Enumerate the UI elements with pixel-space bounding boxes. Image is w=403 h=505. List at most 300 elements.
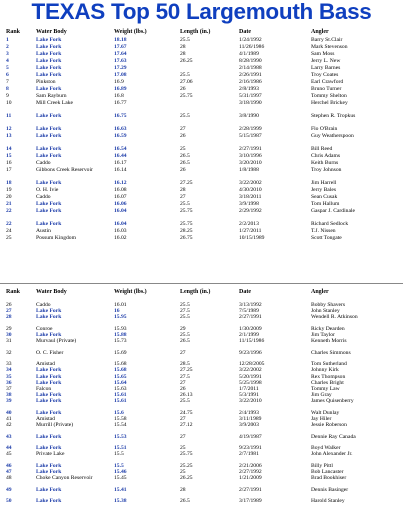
- rank-cell: 22: [6, 221, 12, 227]
- water-body-cell: Lake Fork: [36, 462, 62, 469]
- weight-cell: 15.95: [114, 314, 127, 321]
- length-cell: 27.5: [180, 308, 190, 315]
- date-cell: 3/9/2003: [239, 422, 259, 429]
- date-cell: 1/27/2011: [239, 228, 262, 234]
- weight-cell: 16.77: [114, 100, 127, 106]
- length-cell: 27.25: [180, 367, 193, 374]
- water-body-cell: Lake Fork: [36, 469, 62, 476]
- date-cell: 4/30/2010: [239, 187, 262, 193]
- rank-cell: 7: [6, 79, 9, 85]
- angler-cell: Barry St.Clair: [311, 37, 343, 43]
- weight-cell: 17.29: [114, 65, 127, 71]
- date-cell: 2/28/1999: [239, 126, 262, 132]
- water-body-cell: Lake Fork: [36, 208, 62, 214]
- length-cell: 25.5: [180, 398, 190, 405]
- page-title: TEXAS Top 50 Largemouth Bass: [31, 0, 372, 24]
- angler-cell: Herchel Brickey: [311, 100, 348, 106]
- weight-cell: 15.68: [114, 367, 127, 374]
- water-body-cell: Caddo: [36, 160, 51, 166]
- angler-cell: Tom Sutherland: [311, 361, 347, 368]
- rank-cell: 41: [6, 416, 12, 423]
- angler-cell: Guy Weatherspoon: [311, 133, 354, 139]
- rank-cell: 50: [6, 498, 12, 505]
- table-body: [0, 302, 403, 505]
- date-cell: 1/7/2011: [239, 386, 259, 392]
- table-row: [0, 434, 403, 446]
- weight-cell: 17.67: [114, 44, 127, 50]
- water-body-cell: Murvaul (Private): [36, 338, 77, 345]
- table-row: [0, 228, 403, 235]
- rank-cell: 21: [6, 201, 12, 207]
- angler-cell: Richard Sedlock: [311, 221, 349, 227]
- angler-cell: Jerry Bales: [311, 187, 337, 193]
- rank-cell: 45: [6, 451, 12, 458]
- angler-cell: Flo O'Brain: [311, 126, 338, 132]
- table-row: [0, 498, 403, 504]
- date-cell: 11/15/1986: [239, 338, 265, 345]
- length-cell: 27: [180, 433, 186, 440]
- water-body-cell: Lake Fork: [36, 133, 62, 139]
- rank-cell: 1: [6, 37, 9, 43]
- length-cell: 27.5: [180, 373, 190, 380]
- weight-cell: 15.58: [114, 416, 127, 423]
- water-body-cell: Lake Fork: [36, 332, 62, 339]
- length-cell: 25.5: [180, 201, 190, 207]
- length-cell: 25: [180, 445, 186, 452]
- angler-cell: Earl Crawford: [311, 79, 344, 85]
- date-cell: 2/1/1999: [239, 332, 259, 339]
- water-body-cell: Lake Fork: [36, 126, 62, 132]
- length-cell: 25.5: [180, 113, 190, 119]
- angler-cell: Boyd Walker: [311, 445, 341, 452]
- length-cell: 28: [180, 187, 186, 193]
- length-cell: 26: [180, 133, 186, 139]
- rank-cell: 47: [6, 469, 12, 476]
- date-cell: 5/31/1997: [239, 93, 262, 99]
- water-body-cell: Lake Fork: [36, 72, 62, 78]
- col-header-weight: Weight (lbs.): [114, 289, 147, 295]
- rank-cell: 4: [6, 58, 9, 64]
- water-body-cell: Lake Fork: [36, 367, 62, 374]
- table-row: [0, 167, 403, 180]
- water-body-cell: Lake Fork: [36, 433, 62, 440]
- length-cell: 25.75: [180, 221, 193, 227]
- length-cell: 26.75: [180, 235, 193, 241]
- rank-cell: 15: [6, 153, 12, 159]
- length-cell: 28.5: [180, 361, 190, 368]
- water-body-cell: Pinkston: [36, 79, 56, 85]
- water-body-cell: Lake Fork: [36, 486, 62, 493]
- rank-cell: 39: [6, 398, 12, 405]
- water-body-cell: Lake Fork: [36, 51, 62, 57]
- table-row: [0, 180, 403, 187]
- rank-cell: 35: [6, 373, 12, 380]
- rank-cell: 32: [6, 349, 12, 356]
- length-cell: 25.5: [180, 302, 190, 308]
- rank-cell: 46: [6, 462, 12, 469]
- water-body-cell: Lake Fork: [36, 498, 62, 505]
- weight-cell: 15.64: [114, 379, 127, 386]
- date-cell: 1/30/2009: [239, 325, 262, 332]
- table-row: [0, 65, 403, 72]
- rank-cell: 2: [6, 44, 9, 50]
- rank-cell: 18: [6, 180, 12, 186]
- date-cell: 2/8/1993: [239, 86, 259, 92]
- length-cell: 25.5: [180, 332, 190, 339]
- weight-cell: 15.65: [114, 373, 127, 380]
- water-body-cell: Lake Fork: [36, 58, 62, 64]
- length-cell: 27: [180, 349, 186, 356]
- angler-cell: Billy Pittl: [311, 462, 333, 469]
- angler-cell: Walt Dunlay: [311, 409, 340, 416]
- date-cell: 5/20/1991: [239, 373, 262, 380]
- length-cell: 26.25: [180, 58, 193, 64]
- water-body-cell: Amistad: [36, 361, 55, 368]
- angler-cell: Dennie Ray Canada: [311, 433, 356, 440]
- rank-cell: 34: [6, 367, 12, 374]
- table-row: [0, 100, 403, 113]
- length-cell: 25: [180, 469, 186, 476]
- table-row: [0, 126, 403, 133]
- date-cell: 3/22/2002: [239, 180, 262, 186]
- date-cell: 2/14/1988: [239, 65, 262, 71]
- rank-cell: 27: [6, 308, 12, 315]
- rank-cell: 30: [6, 332, 12, 339]
- weight-cell: 16.75: [114, 113, 127, 119]
- weight-cell: 16.02: [114, 235, 127, 241]
- angler-cell: Sean Cusak: [311, 194, 338, 200]
- water-body-cell: Gibbons Creek Reservoir: [36, 167, 93, 173]
- length-cell: 24.75: [180, 409, 193, 416]
- angler-cell: Jerry L. New: [311, 58, 341, 64]
- water-body-cell: Choke Canyon Reservoir: [36, 475, 93, 482]
- rank-cell: 48: [6, 475, 12, 482]
- table-row: [0, 86, 403, 93]
- water-body-cell: Lake Fork: [36, 180, 62, 186]
- table-row: [0, 153, 403, 160]
- weight-cell: 16.44: [114, 153, 127, 159]
- date-cell: 1/24/1992: [239, 37, 262, 43]
- date-cell: 4/1/1989: [239, 51, 259, 57]
- date-cell: 2/27/1991: [239, 146, 262, 152]
- length-cell: 26: [180, 86, 186, 92]
- angler-cell: Charles Bright: [311, 379, 344, 386]
- angler-cell: Kenneth Morris: [311, 338, 347, 345]
- length-cell: 27.25: [180, 180, 193, 186]
- length-cell: 28.25: [180, 228, 193, 234]
- date-cell: 5/3/1991: [239, 392, 259, 399]
- rank-cell: 29: [6, 325, 12, 332]
- rank-cell: 37: [6, 386, 12, 392]
- angler-cell: Rex Thompson: [311, 373, 346, 380]
- angler-cell: Troy Coates: [311, 72, 339, 78]
- table-row: [0, 93, 403, 100]
- water-body-cell: Lake Fork: [36, 153, 62, 159]
- weight-cell: 15.5: [114, 462, 124, 469]
- date-cell: 5/15/1987: [239, 133, 262, 139]
- water-body-cell: O. C. Fisher: [36, 349, 64, 356]
- angler-cell: Harold Stanley: [311, 498, 345, 505]
- rank-cell: 10: [6, 100, 12, 106]
- records-table-1: [0, 28, 403, 274]
- length-cell: 27: [180, 194, 186, 200]
- date-cell: 2/16/1986: [239, 79, 262, 85]
- water-body-cell: Lake Fork: [36, 221, 62, 227]
- weight-cell: 16.17: [114, 160, 127, 166]
- table-row: [0, 398, 403, 410]
- water-body-cell: O. H. Ivie: [36, 187, 59, 193]
- date-cell: 3/11/1989: [239, 416, 262, 423]
- length-cell: 26.13: [180, 392, 193, 399]
- water-body-cell: Lake Fork: [36, 392, 62, 399]
- table-row: [0, 51, 403, 58]
- col-header-water-body: Water Body: [36, 289, 67, 295]
- weight-cell: 15.41: [114, 486, 127, 493]
- rank-cell: 12: [6, 126, 12, 132]
- date-cell: 11/26/1986: [239, 44, 265, 50]
- length-cell: 27: [180, 416, 186, 423]
- date-cell: 12/28/2005: [239, 361, 265, 368]
- rank-cell: 24: [6, 228, 12, 234]
- water-body-cell: Austin: [36, 228, 51, 234]
- rank-cell: 11: [6, 113, 12, 119]
- length-cell: 28: [180, 51, 186, 57]
- date-cell: 2/7/1981: [239, 451, 259, 458]
- weight-cell: 15.38: [114, 498, 127, 505]
- length-cell: 25.75: [180, 93, 193, 99]
- rank-cell: 16: [6, 160, 12, 166]
- rank-cell: 19: [6, 187, 12, 193]
- table-row: [0, 451, 403, 463]
- col-header-length: Length (in.): [180, 289, 211, 295]
- angler-cell: Jim Harrell: [311, 180, 337, 186]
- date-cell: 2/29/1992: [239, 208, 262, 214]
- date-cell: 3/17/1989: [239, 498, 262, 505]
- water-body-cell: Lake Fork: [36, 308, 62, 315]
- table-row: [0, 338, 403, 350]
- weight-cell: 15.45: [114, 475, 127, 482]
- date-cell: 8/28/1990: [239, 58, 262, 64]
- water-body-cell: Conroe: [36, 325, 53, 332]
- rank-cell: 20: [6, 194, 12, 200]
- water-body-cell: Falcon: [36, 386, 52, 392]
- rank-cell: 31: [6, 338, 12, 345]
- date-cell: 3/18/1990: [239, 100, 262, 106]
- water-body-cell: Caddo: [36, 194, 51, 200]
- table-body: [0, 37, 403, 248]
- length-cell: 25.5: [180, 72, 190, 78]
- water-body-cell: Private Lake: [36, 451, 65, 458]
- length-cell: 26: [180, 386, 186, 392]
- rank-cell: 36: [6, 379, 12, 386]
- rank-cell: 38: [6, 392, 12, 399]
- weight-cell: 16.04: [114, 208, 127, 214]
- rank-cell: 44: [6, 445, 12, 452]
- date-cell: 2/27/1991: [239, 486, 262, 493]
- col-header-length: Length (in.): [180, 29, 211, 35]
- rank-cell: 13: [6, 133, 12, 139]
- angler-cell: Bobby Shavers: [311, 302, 346, 308]
- weight-cell: 16.07: [114, 194, 127, 200]
- length-cell: 26.5: [180, 498, 190, 505]
- date-cell: 3/13/1992: [239, 302, 262, 308]
- angler-cell: T.J. Nissen: [311, 228, 336, 234]
- weight-cell: 16: [114, 308, 120, 315]
- length-cell: 25.75: [180, 208, 193, 214]
- water-body-cell: Lake Fork: [36, 37, 62, 43]
- col-header-angler: Angler: [311, 29, 329, 35]
- date-cell: 3/20/2010: [239, 160, 262, 166]
- weight-cell: 15.63: [114, 386, 127, 392]
- angler-cell: Ricky Dearden: [311, 325, 345, 332]
- length-cell: 27.12: [180, 422, 193, 429]
- angler-cell: Keith Burns: [311, 160, 339, 166]
- angler-cell: Chris Adams: [311, 153, 341, 159]
- weight-cell: 16.01: [114, 302, 127, 308]
- length-cell: 29: [180, 325, 186, 332]
- water-body-cell: Lake Fork: [36, 113, 62, 119]
- angler-cell: Jay Hiler: [311, 416, 332, 423]
- angler-cell: Scott Tongate: [311, 235, 342, 241]
- water-body-cell: Lake Fork: [36, 409, 62, 416]
- water-body-cell: Lake Fork: [36, 379, 62, 386]
- angler-cell: John Stanley: [311, 308, 340, 315]
- rank-cell: 8: [6, 86, 9, 92]
- table-row: [0, 201, 403, 208]
- records-table-2: [0, 283, 403, 505]
- date-cell: 3/22/2002: [239, 367, 262, 374]
- angler-cell: Dennis Basinger: [311, 486, 349, 493]
- weight-cell: 16.12: [114, 180, 127, 186]
- rank-cell: 26: [6, 302, 12, 308]
- angler-cell: Stephen R. Tropkus: [311, 113, 356, 119]
- col-header-date: Date: [239, 29, 251, 35]
- table-row: [0, 44, 403, 51]
- weight-cell: 17.64: [114, 51, 127, 57]
- date-cell: 3/22/2010: [239, 398, 262, 405]
- table-row: [0, 194, 403, 201]
- date-cell: 1/21/2009: [239, 475, 262, 482]
- weight-cell: 15.93: [114, 325, 127, 332]
- rank-cell: 5: [6, 65, 9, 71]
- rank-cell: 25: [6, 235, 12, 241]
- length-cell: 28: [180, 44, 186, 50]
- angler-cell: Tom Hallum: [311, 201, 340, 207]
- col-header-rank: Rank: [6, 29, 21, 35]
- table-header: [0, 284, 403, 302]
- date-cell: 3/8/1990: [239, 113, 259, 119]
- rank-cell: 43: [6, 433, 12, 440]
- weight-cell: 16.8: [114, 93, 124, 99]
- weight-cell: 15.61: [114, 398, 127, 405]
- length-cell: 27: [180, 126, 186, 132]
- weight-cell: 15.51: [114, 445, 127, 452]
- rank-cell: 40: [6, 409, 12, 416]
- table-row: [0, 160, 403, 167]
- table-row: [0, 187, 403, 194]
- table-row: [0, 79, 403, 86]
- table-row: [0, 146, 403, 153]
- table-row: [0, 235, 403, 248]
- weight-cell: 15.61: [114, 392, 127, 399]
- length-cell: 26.5: [180, 160, 190, 166]
- length-cell: 26.5: [180, 153, 190, 159]
- col-header-angler: Angler: [311, 289, 329, 295]
- angler-cell: Jim Taylor: [311, 332, 335, 339]
- water-body-cell: Lake Fork: [36, 44, 62, 50]
- weight-cell: 15.54: [114, 422, 127, 429]
- length-cell: 25.5: [180, 37, 190, 43]
- length-cell: [180, 65, 239, 72]
- table-row: [0, 314, 403, 326]
- weight-cell: 16.08: [114, 187, 127, 193]
- date-cell: 7/5/1989: [239, 308, 259, 315]
- weight-cell: 15.53: [114, 433, 127, 440]
- weight-cell: 16.59: [114, 133, 127, 139]
- angler-cell: Tommy Law: [311, 386, 340, 392]
- col-header-water-body: Water Body: [36, 29, 67, 35]
- angler-cell: Troy Johnson: [311, 167, 342, 173]
- rank-cell: 6: [6, 72, 9, 78]
- date-cell: 9/23/1996: [239, 349, 262, 356]
- table-row: [0, 221, 403, 228]
- angler-cell: Tommy Shelton: [311, 93, 347, 99]
- weight-cell: 16.89: [114, 86, 127, 92]
- date-cell: 3/10/1996: [239, 153, 262, 159]
- col-header-date: Date: [239, 289, 251, 295]
- table-row: [0, 350, 403, 362]
- length-cell: [180, 100, 239, 113]
- weight-cell: 15.6: [114, 409, 124, 416]
- angler-cell: Gaspar J. Cardinale: [311, 208, 355, 214]
- water-body-cell: Sam Rayburn: [36, 93, 67, 99]
- weight-cell: 15.69: [114, 349, 127, 356]
- water-body-cell: Lake Fork: [36, 65, 62, 71]
- rank-cell: 22: [6, 208, 12, 214]
- length-cell: 25.5: [180, 314, 190, 321]
- angler-cell: Wendell R. Atkinson: [311, 314, 358, 321]
- weight-cell: 17.63: [114, 58, 127, 64]
- col-header-rank: Rank: [6, 289, 21, 295]
- length-cell: 26.5: [180, 338, 190, 345]
- rank-cell: 17: [6, 167, 12, 173]
- water-body-cell: Lake Fork: [36, 398, 62, 405]
- length-cell: 27: [180, 379, 186, 386]
- length-cell: 25.25: [180, 462, 193, 469]
- date-cell: 10/15/1989: [239, 235, 265, 241]
- date-cell: 3/18/2011: [239, 194, 262, 200]
- date-cell: 4/19/1987: [239, 433, 262, 440]
- angler-cell: Jessie Roberson: [311, 422, 347, 429]
- water-body-cell: Lake Fork: [36, 373, 62, 380]
- weight-cell: 15.5: [114, 451, 124, 458]
- water-body-cell: Murrill (Private): [36, 422, 74, 429]
- water-body-cell: Caddo: [36, 302, 51, 308]
- length-cell: 28: [180, 486, 186, 493]
- length-cell: 26: [180, 167, 186, 173]
- weight-cell: 16.54: [114, 146, 127, 152]
- weight-cell: 15.46: [114, 469, 127, 476]
- date-cell: 3/9/1998: [239, 201, 259, 207]
- angler-cell: Jim Gray: [311, 392, 332, 399]
- rank-cell: 3: [6, 51, 9, 57]
- length-cell: 25: [180, 146, 186, 152]
- angler-cell: Sam Moss: [311, 51, 335, 57]
- water-body-cell: Lake Fork: [36, 314, 62, 321]
- table-row: [0, 58, 403, 65]
- table-header: [0, 28, 403, 37]
- angler-cell: Johnny Kirk: [311, 367, 339, 374]
